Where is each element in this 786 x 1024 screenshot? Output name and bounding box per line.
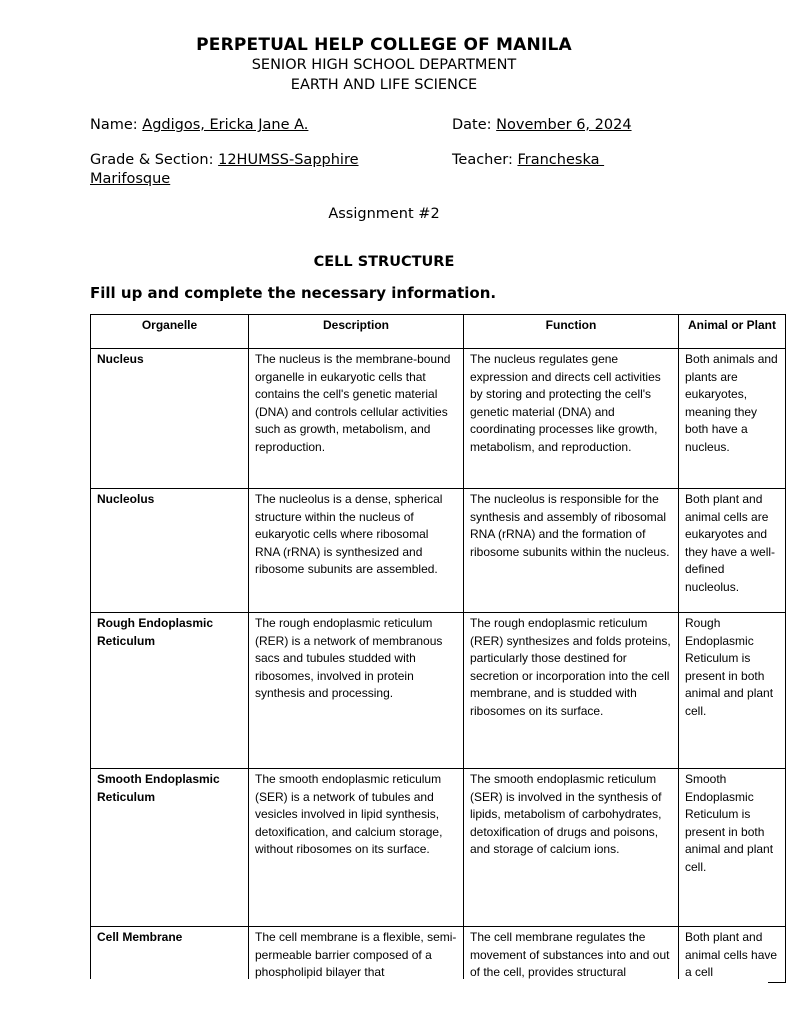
description-cell: The nucleolus is a dense, spherical structure within the nucleus of eukaryotic cells where ribosomal RNA (rRNA) is synthesized and ribosome subunits are assembled. — [249, 489, 464, 613]
grade-label: Grade & Section: — [90, 152, 219, 168]
function-cell: The nucleus regulates gene expression and directs cell activities by storing and protecting the cell's genetic material (DNA) and coordinating processes like growth, metabolism, and reproduction. — [464, 349, 679, 489]
header-function: Function — [464, 315, 679, 349]
name-value: Agdigos, Ericka Jane A. — [142, 117, 309, 133]
assignment-number: Assignment #2 — [328, 206, 440, 222]
organelle-cell: Nucleus — [91, 349, 249, 489]
table-row — [91, 927, 786, 983]
description-cell: The smooth endoplasmic reticulum (SER) is a network of tubules and vesicles involved in lipid synthesis, detoxification, and calcium storage, without ribosomes on its surface. — [249, 769, 464, 927]
name-field — [90, 116, 308, 135]
function-cell: The smooth endoplasmic reticulum (SER) is involved in the synthesis of lipids, metabolism of carbohydrates, detoxification of drugs and poisons, and storage of calcium ions. — [464, 769, 679, 927]
description-cell: The nucleus is the membrane-bound organelle in eukaryotic cells that contains the cell's genetic material (DNA) and controls cellular activities such as growth, metabolism, and reproduction. — [249, 349, 464, 489]
organelle-cell: Smooth Endoplasmic Reticulum — [91, 769, 249, 927]
grade-section-field — [90, 151, 450, 189]
name-label: Name: — [90, 117, 143, 133]
description-cell: The cell membrane is a flexible, semi-permeable barrier composed of a phospholipid bilayer that — [249, 927, 464, 983]
organelle-table — [90, 314, 786, 983]
function-cell: The nucleolus is responsible for the synthesis and assembly of ribosomal RNA (rRNA) and the formation of ribosome subunits within the nucleus. — [464, 489, 679, 613]
page-bottom-margin — [0, 979, 768, 1024]
teacher-value: Francheska — [517, 152, 605, 168]
header-animal-or-plant: Animal or Plant — [679, 315, 786, 349]
grade-value: 12HUMSS-Sapphire — [218, 152, 359, 168]
date-value: November 6, 2024 — [496, 117, 632, 133]
header-organelle: Organelle — [91, 315, 249, 349]
description-cell: The rough endoplasmic reticulum (RER) is a network of membranous sacs and tubules studded with ribosomes, involved in protein synthesis and processing. — [249, 613, 464, 769]
organelle-cell: Nucleolus — [91, 489, 249, 613]
department-name: SENIOR HIGH SCHOOL DEPARTMENT — [251, 57, 517, 73]
subject-name: EARTH AND LIFE SCIENCE — [290, 77, 478, 93]
organelle-cell: Rough Endoplasmic Reticulum — [91, 613, 249, 769]
table-row — [91, 769, 786, 927]
school-name: PERPETUAL HELP COLLEGE OF MANILA — [196, 35, 572, 55]
table-header-row — [91, 315, 786, 349]
table-row — [91, 349, 786, 489]
type-cell: Both plant and animal cells are eukaryotes and they have a well-defined nucleolus. — [679, 489, 786, 613]
instruction-text: Fill up and complete the necessary information. — [90, 284, 497, 302]
table-row — [91, 489, 786, 613]
type-cell: Both plant and animal cells have a cell — [679, 927, 786, 983]
organelle-cell: Cell Membrane — [91, 927, 249, 983]
teacher-field — [452, 151, 604, 170]
type-cell: Smooth Endoplasmic Reticulum is present in both animal and plant cell. — [679, 769, 786, 927]
date-label: Date: — [452, 117, 497, 133]
date-field — [452, 116, 632, 135]
section-title: CELL STRUCTURE — [313, 254, 455, 270]
function-cell: The cell membrane regulates the movement of substances into and out of the cell, provides structural — [464, 927, 679, 983]
type-cell: Rough Endoplasmic Reticulum is present in both animal and plant cell. — [679, 613, 786, 769]
teacher-label: Teacher: — [452, 152, 518, 168]
table-row — [91, 613, 786, 769]
type-cell: Both animals and plants are eukaryotes, meaning they both have a nucleus. — [679, 349, 786, 489]
function-cell: The rough endoplasmic reticulum (RER) synthesizes and folds proteins, particularly those destined for secretion or incorporation into the cell membrane, and is studded with ribosomes on its surface. — [464, 613, 679, 769]
header-description: Description — [249, 315, 464, 349]
teacher-value-continued: Marifosque — [90, 171, 171, 187]
